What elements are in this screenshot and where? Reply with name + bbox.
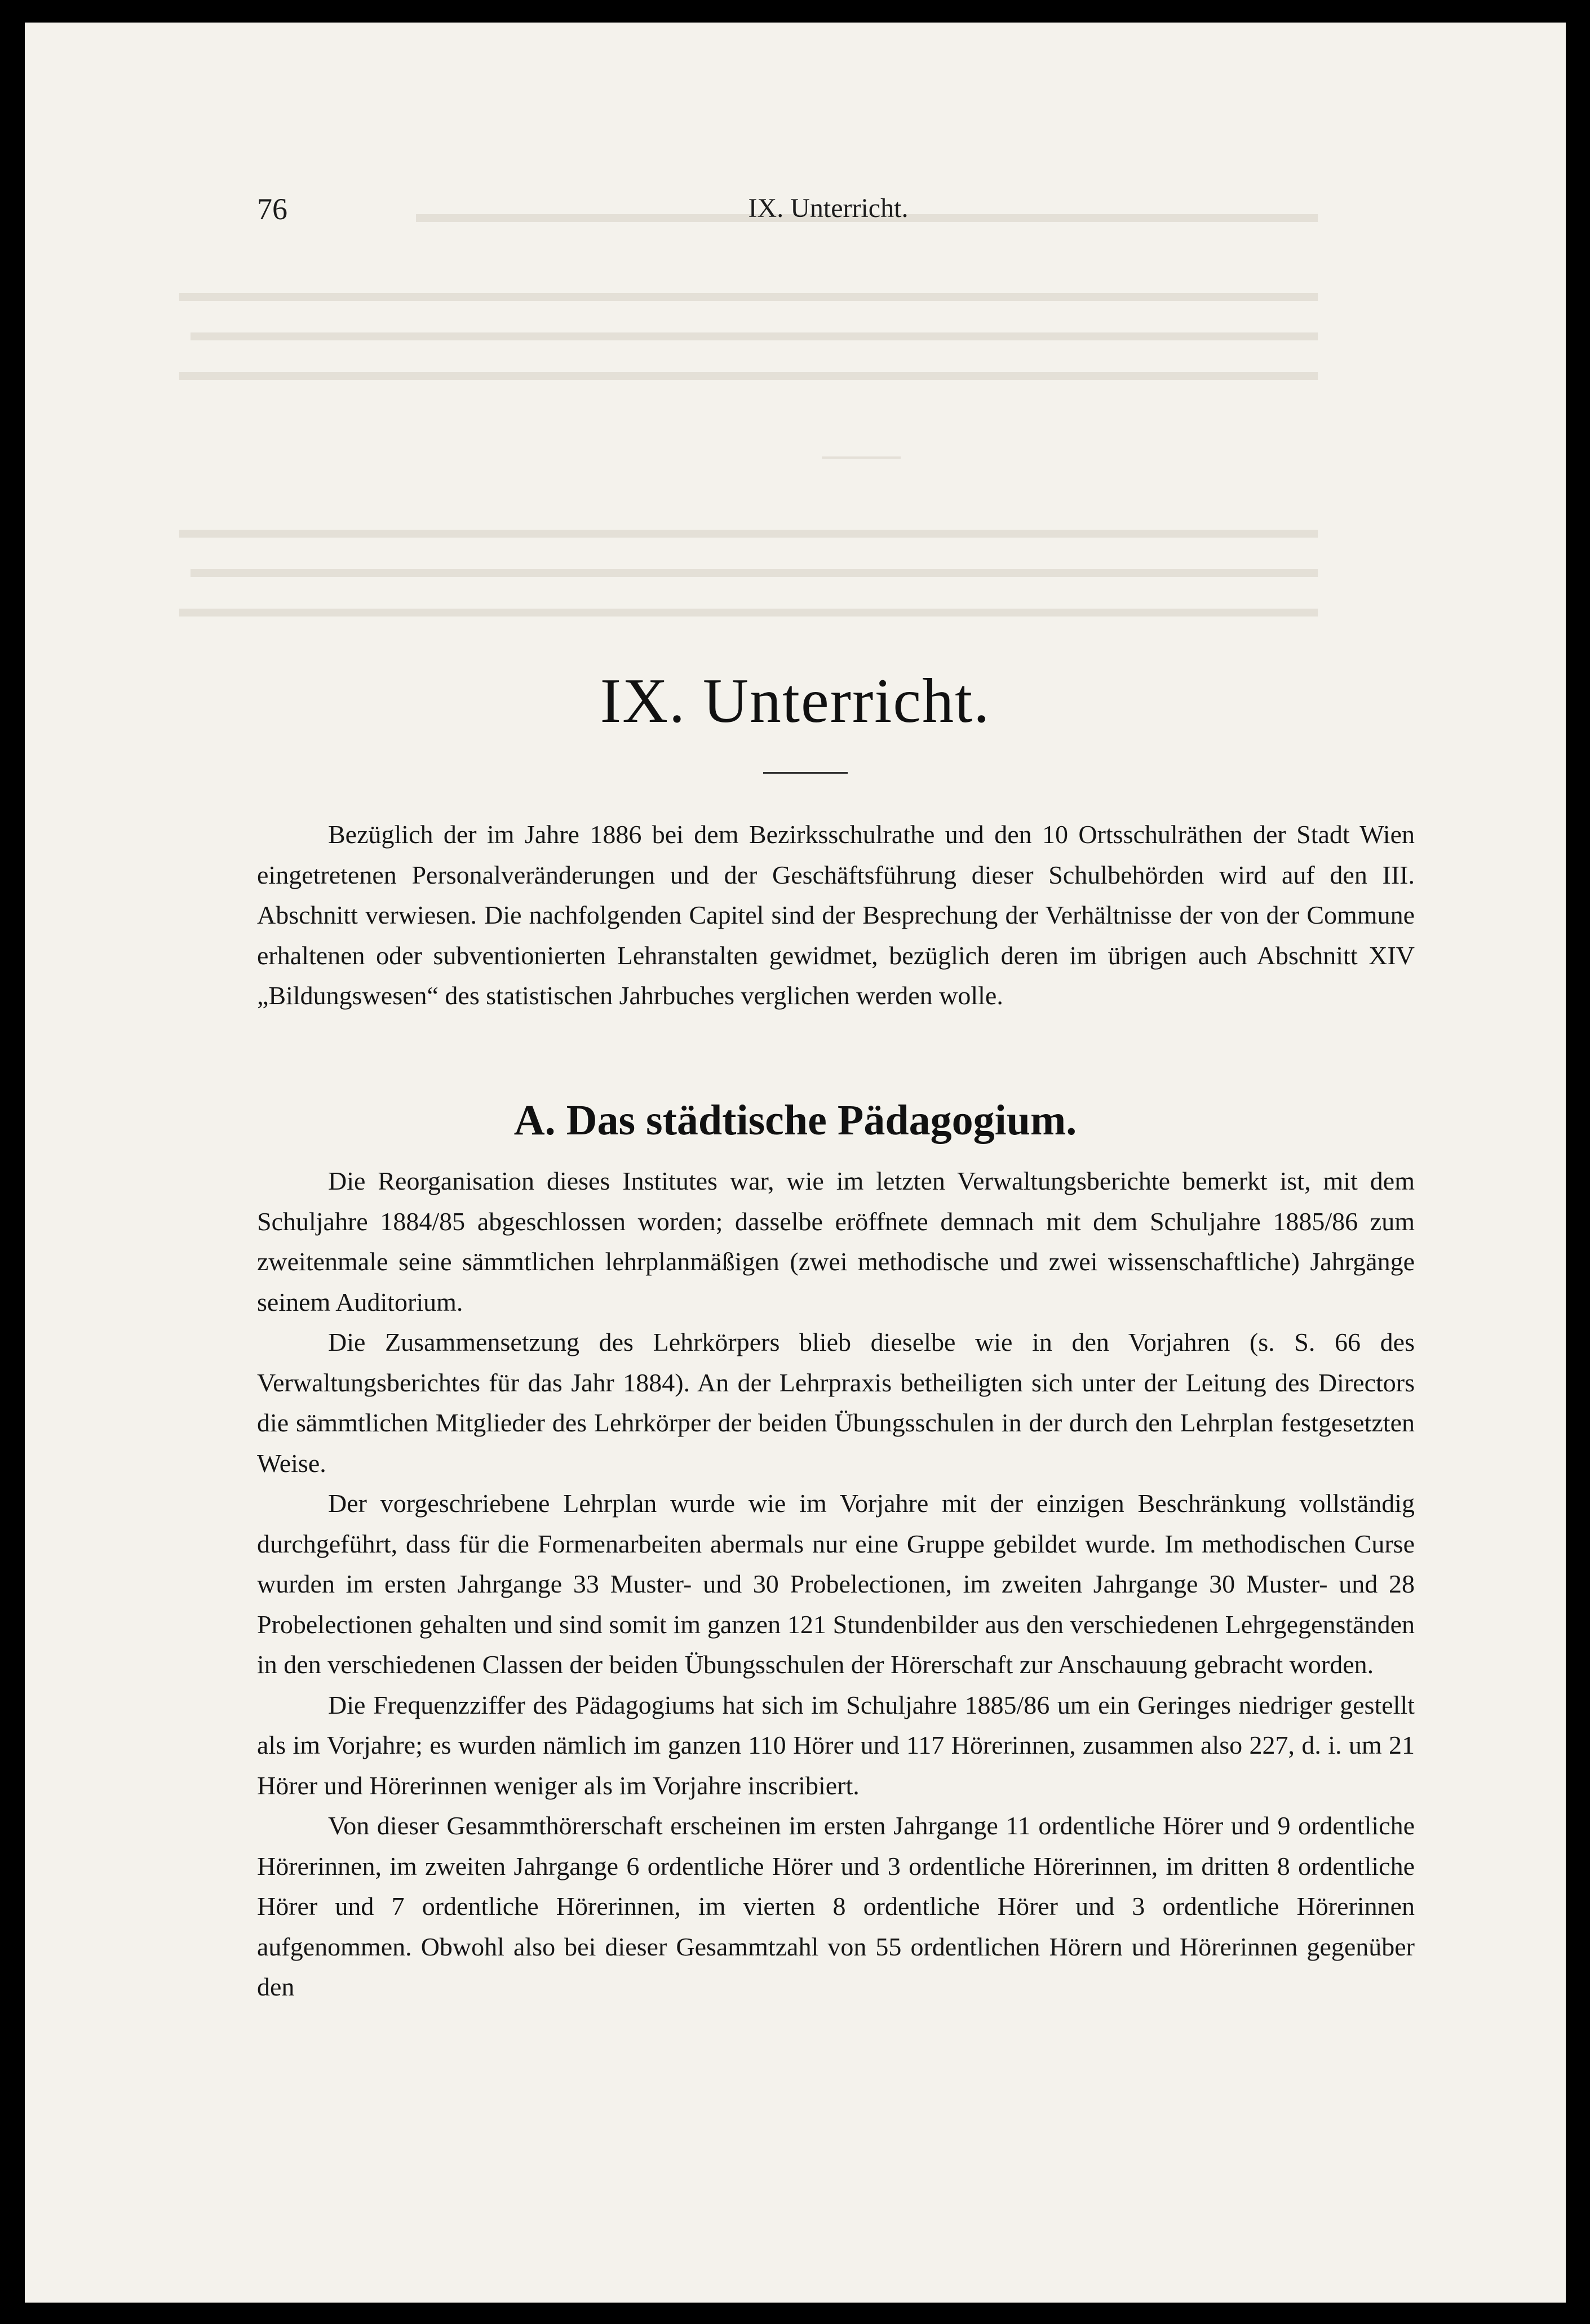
intro-text [257, 814, 1415, 1016]
document-page [25, 23, 1566, 2303]
section-heading: A. Das städtische Pädagogium. [513, 1097, 1077, 1144]
title-divider [763, 772, 848, 774]
chapter-title: IX. Unterricht. [600, 666, 991, 736]
paragraph: Die Zusammensetzung des Lehrkörpers blieb dieselbe wie in den Vorjahren (s. S. 66 des Verwaltungsberichtes für das Jahr 1884). An der Lehrpraxis betheiligten sich unter der Leitung des Directors die sämmtlichen Mitglieder des Lehrkörper der beiden Übungsschulen in der durch den Lehrplan festgesetzten Weise. [257, 1328, 1415, 1478]
paragraph: Von dieser Gesammthörerschaft erscheinen im ersten Jahrgange 11 ordentliche Hörer und 9 ordentliche Hörerinnen, im zweiten Jahrgange 6 ordentliche Hörer und 3 ordentliche Hörerinnen, im dritten 8 ordentliche Hörer und 7 ordentliche Hörerinnen, im vierten 8 ordentliche Hörer und 3 ordentliche Hörerinnen aufgenommen. Obwohl also bei dieser Gesammtzahl von 55 ordentlichen Hörern und Hörerinnen gegenüber den [257, 1811, 1415, 2001]
page-number: 76 [257, 192, 287, 226]
page-header [257, 192, 1399, 231]
section-body [257, 1161, 1415, 2007]
intro-paragraph: Bezüglich der im Jahre 1886 bei dem Bezirksschulrathe und den 10 Ortsschulräthen der Stadt Wien eingetretenen Personalveränderungen und der Geschäftsführung dieser Schulbehörden wird auf den III. Abschnitt verwiesen. Die nachfolgenden Capitel sind der Besprechung der Verhältnisse der von der Commune erhaltenen oder subventionierten Lehranstalten gewidmet, bezüglich deren im übrigen auch Abschnitt XIV „Bildungswesen“ des statistischen Jahrbuches verglichen werden wolle. [257, 820, 1415, 1010]
paragraph: Die Frequenzziffer des Pädagogiums hat sich im Schuljahre 1885/86 um ein Geringes niedriger gestellt als im Vorjahre; es wurden nämlich im ganzen 110 Hörer und 117 Hörerinnen, zusammen also 227, d. i. um 21 Hörer und Hörerinnen weniger als im Vorjahre inscribiert. [257, 1690, 1415, 1800]
running-head: IX. Unterricht. [748, 193, 909, 223]
paragraph: Der vorgeschriebene Lehrplan wurde wie im Vorjahre mit der einzigen Beschränkung vollständig durchgeführt, dass für die Formenarbeiten abermals nur eine Gruppe gebildet wurde. Im methodischen Curse wurden im ersten Jahrgange 33 Muster- und 30 Probelectionen, im zweiten Jahrgange 30 Muster- und 28 Probelectionen gehalten und sind somit im ganzen 121 Stundenbilder aus den verschiedenen Lehrgegenständen in den verschiedenen Classen der beiden Übungsschulen der Hörerschaft zur Anschauung gebracht worden. [257, 1489, 1415, 1679]
paragraph: Die Reorganisation dieses Institutes war, wie im letzten Verwaltungsberichte bemerkt ist, mit dem Schuljahre 1884/85 abgeschlossen worden; dasselbe eröffnete demnach mit dem Schuljahre 1885/86 zum zweitenmale seine sämmtlichen lehrplanmäßigen (zwei methodische und zwei wissenschaftliche) Jahrgänge seinem Auditorium. [257, 1167, 1415, 1316]
show-through-texture [25, 192, 1566, 642]
